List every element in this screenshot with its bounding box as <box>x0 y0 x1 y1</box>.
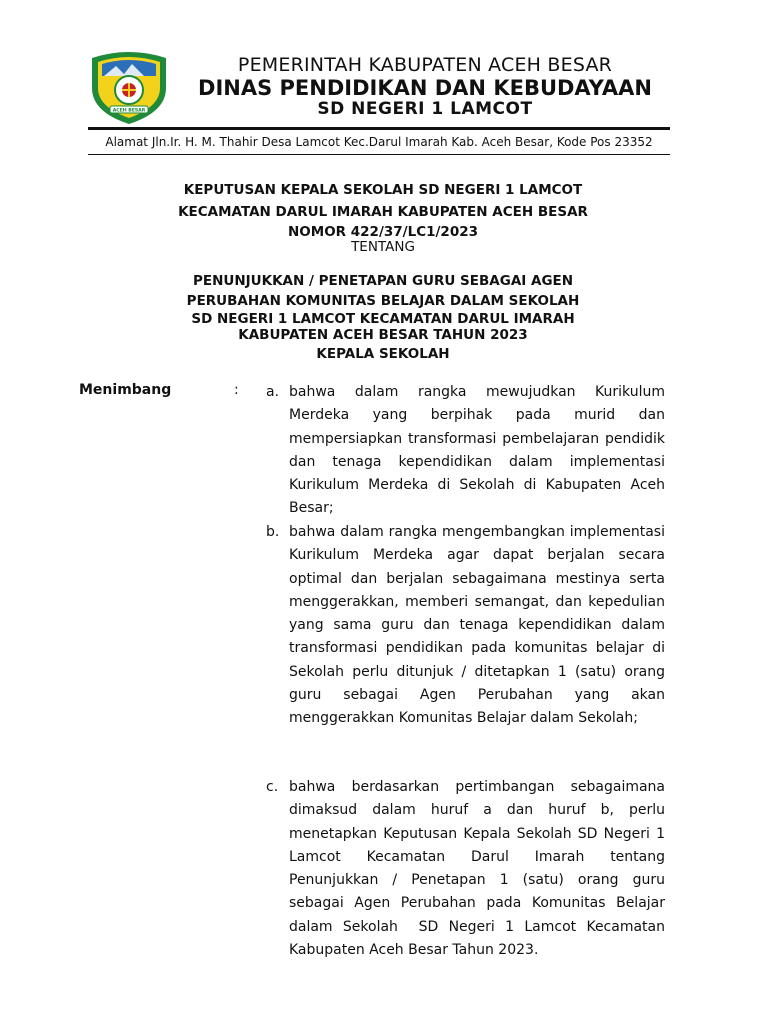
decree-tentang: TENTANG <box>351 239 415 255</box>
item-a-letter: a. <box>266 384 280 400</box>
item-b-letter: b. <box>266 524 280 540</box>
decree-number: NOMOR 422/37/LC1/2023 <box>287 224 478 240</box>
letterhead-address: Alamat Jln.Ir. H. M. Thahir Desa Lamcot Kec.Darul Imarah Kab. Aceh Besar, Kode Pos 23352 <box>105 135 653 149</box>
decree-title-line1: KEPUTUSAN KEPALA SEKOLAH SD NEGERI 1 LAMCOT <box>183 182 583 198</box>
logo-banner-text: ACEH BESAR <box>112 108 146 114</box>
letterhead-government: PEMERINTAH KABUPATEN ACEH BESAR <box>237 54 613 76</box>
letterhead-school: SD NEGERI 1 LAMCOT <box>317 99 533 119</box>
decree-title-line2: KECAMATAN DARUL IMARAH KABUPATEN ACEH BESAR <box>178 204 588 220</box>
subject-line5: KEPALA SEKOLAH <box>316 346 450 362</box>
subject-line2: PERUBAHAN KOMUNITAS BELAJAR DALAM SEKOLAH <box>186 293 580 309</box>
item-c-text: bahwa berdasarkan pertimbangan sebagaimana dimaksud dalam huruf a dan huruf b, perlu menetapkan Keputusan Kepala Sekolah SD Negeri 1 Lamcot Kecamatan Darul Imarah tentang Penunjukkan / Penetapan 1 (satu) orang guru sebagai Agen Perubahan pada Komunitas Belajar dalam Sekolah SD Negeri 1 Lamcot Kecamatan Kabupaten Aceh Besar Tahun 2023. <box>289 779 710 959</box>
item-c-letter: c. <box>266 779 279 795</box>
item-b-text: bahwa dalam rangka mengembangkan implementasi Kurikulum Merdeka agar dapat berjalan secara optimal dan berjalan sebagaimana mestinya serta menggerakkan, memberi semangat, dan kepedulian yang sama guru dan tenaga kependidikan dalam transformasi pendidikan pada komunitas belajar di Sekolah perlu ditunjuk / ditetapkan 1 (satu) orang guru sebagai Agen Perubahan yang akan menggerakkan Komunitas Belajar dalam Sekolah; <box>289 524 665 727</box>
letterhead-agency: DINAS PENDIDIKAN DAN KEBUDAYAAN <box>198 76 652 100</box>
item-a-text: bahwa dalam rangka mewujudkan Kurikulum Merdeka yang berpihak pada murid dan mempersiapkan transformasi pembelajaran pendidik dan tenaga kependidikan dalam implementasi Kurikulum Merdeka di Sekolah di Kabupaten Aceh Besar; <box>289 384 665 517</box>
regency-logo <box>88 44 170 126</box>
menimbang-colon: : <box>234 382 239 398</box>
letterhead-divider-thin <box>88 154 670 155</box>
letterhead-divider-thick <box>88 127 670 130</box>
subject-line4: KABUPATEN ACEH BESAR TAHUN 2023 <box>238 327 528 343</box>
subject-line1: PENUNJUKKAN / PENETAPAN GURU SEBAGAI AGEN <box>192 273 574 289</box>
menimbang-label: Menimbang <box>79 382 172 398</box>
subject-line3: SD NEGERI 1 LAMCOT KECAMATAN DARUL IMARAH <box>191 311 575 327</box>
